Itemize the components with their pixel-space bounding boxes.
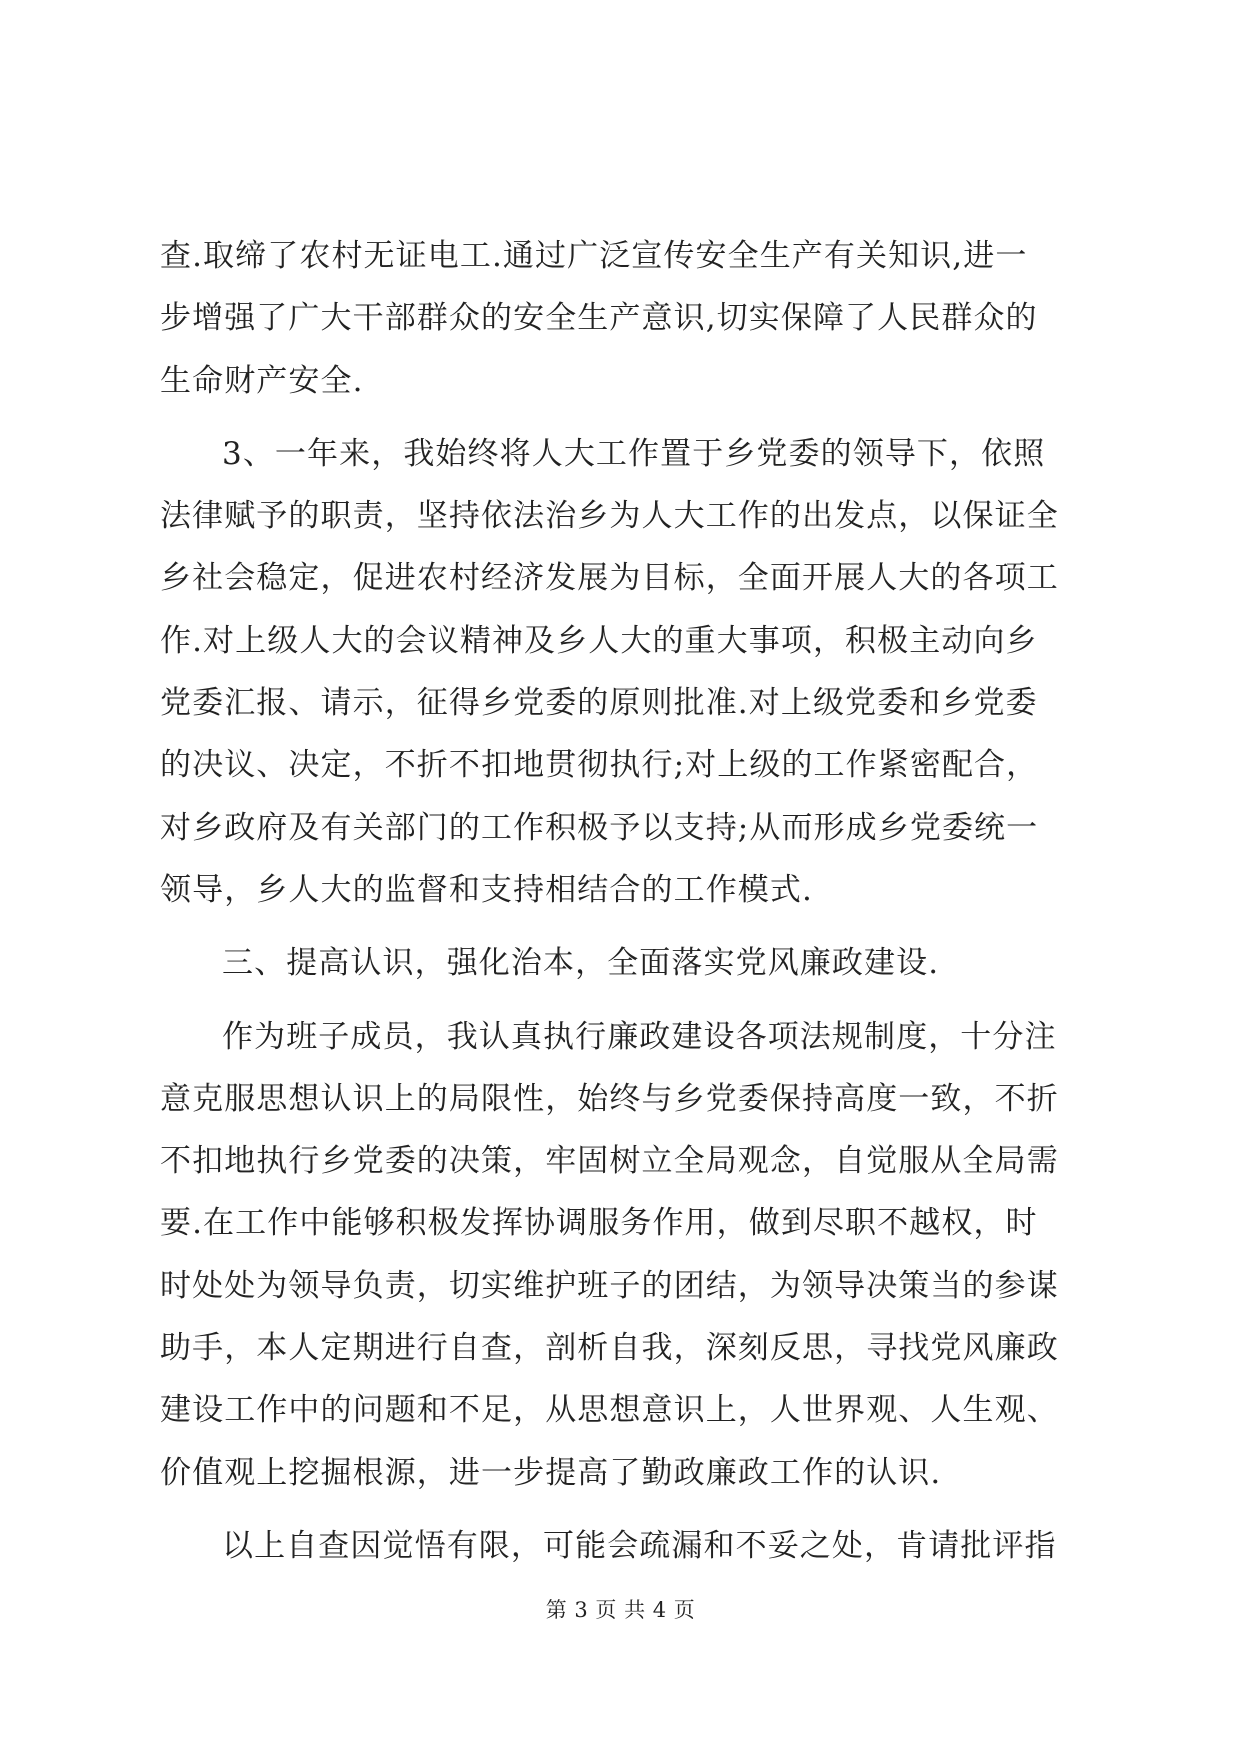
section-heading: 三、提高认识，强化治本，全面落实党风廉政建设. [222,945,940,982]
body-line: 不扣地执行乡党委的决策，牢固树立全局观念，自觉服从全局需 [160,1143,1059,1180]
body-line: 建设工作中的问题和不足，从思想意识上，人世界观、人生观、 [160,1392,1059,1429]
body-line: 对乡政府及有关部门的工作积极予以支持;从而形成乡党委统一 [160,809,1039,846]
document-body [160,225,1080,1577]
paragraph-start-line: 以上自查因觉悟有限，可能会疏漏和不妥之处，肯请批评指 [222,1527,1057,1564]
body-line: 时处处为领导负责，切实维护班子的团结，为领导决策当的参谋 [160,1267,1059,1304]
body-line: 党委汇报、请示，征得乡党委的原则批准.对上级党委和乡党委 [160,685,1038,722]
page-number-footer: 第 3 页 共 4 页 [545,1598,696,1622]
body-line: 步增强了广大干部群众的安全生产意识,切实保障了人民群众的 [160,300,1038,337]
paragraph-start-line: 3、一年来，我始终将人大工作置于乡党委的领导下，依照 [222,435,1046,472]
body-line: 意克服思想认识上的局限性，始终与乡党委保持高度一致，不折 [160,1080,1059,1117]
body-line: 法律赋予的职责，坚持依法治乡为人大工作的出发点，以保证全 [160,498,1059,535]
body-line: 助手，本人定期进行自查，剖析自我，深刻反思，寻找党风廉政 [160,1330,1059,1367]
body-line: 价值观上挖掘根源，进一步提高了勤政廉政工作的认识. [160,1454,942,1491]
body-line: 要.在工作中能够积极发挥协调服务作用，做到尽职不越权，时 [160,1205,1038,1242]
paragraph-start-line: 作为班子成员，我认真执行廉政建设各项法规制度，十分注 [222,1018,1057,1055]
body-line: 乡社会稳定，促进农村经济发展为目标，全面开展人大的各项工 [160,560,1059,597]
body-line: 查.取缔了农村无证电工.通过广泛宣传安全生产有关知识,进一 [160,238,1028,274]
body-line: 的决议、决定，不折不扣地贯彻执行;对上级的工作紧密配合， [160,747,1039,784]
body-line: 领导，乡人大的监督和支持相结合的工作模式. [160,871,813,908]
body-line: 生命财产安全. [160,362,364,399]
body-line: 作.对上级人大的会议精神及乡人大的重大事项，积极主动向乡 [160,622,1038,659]
